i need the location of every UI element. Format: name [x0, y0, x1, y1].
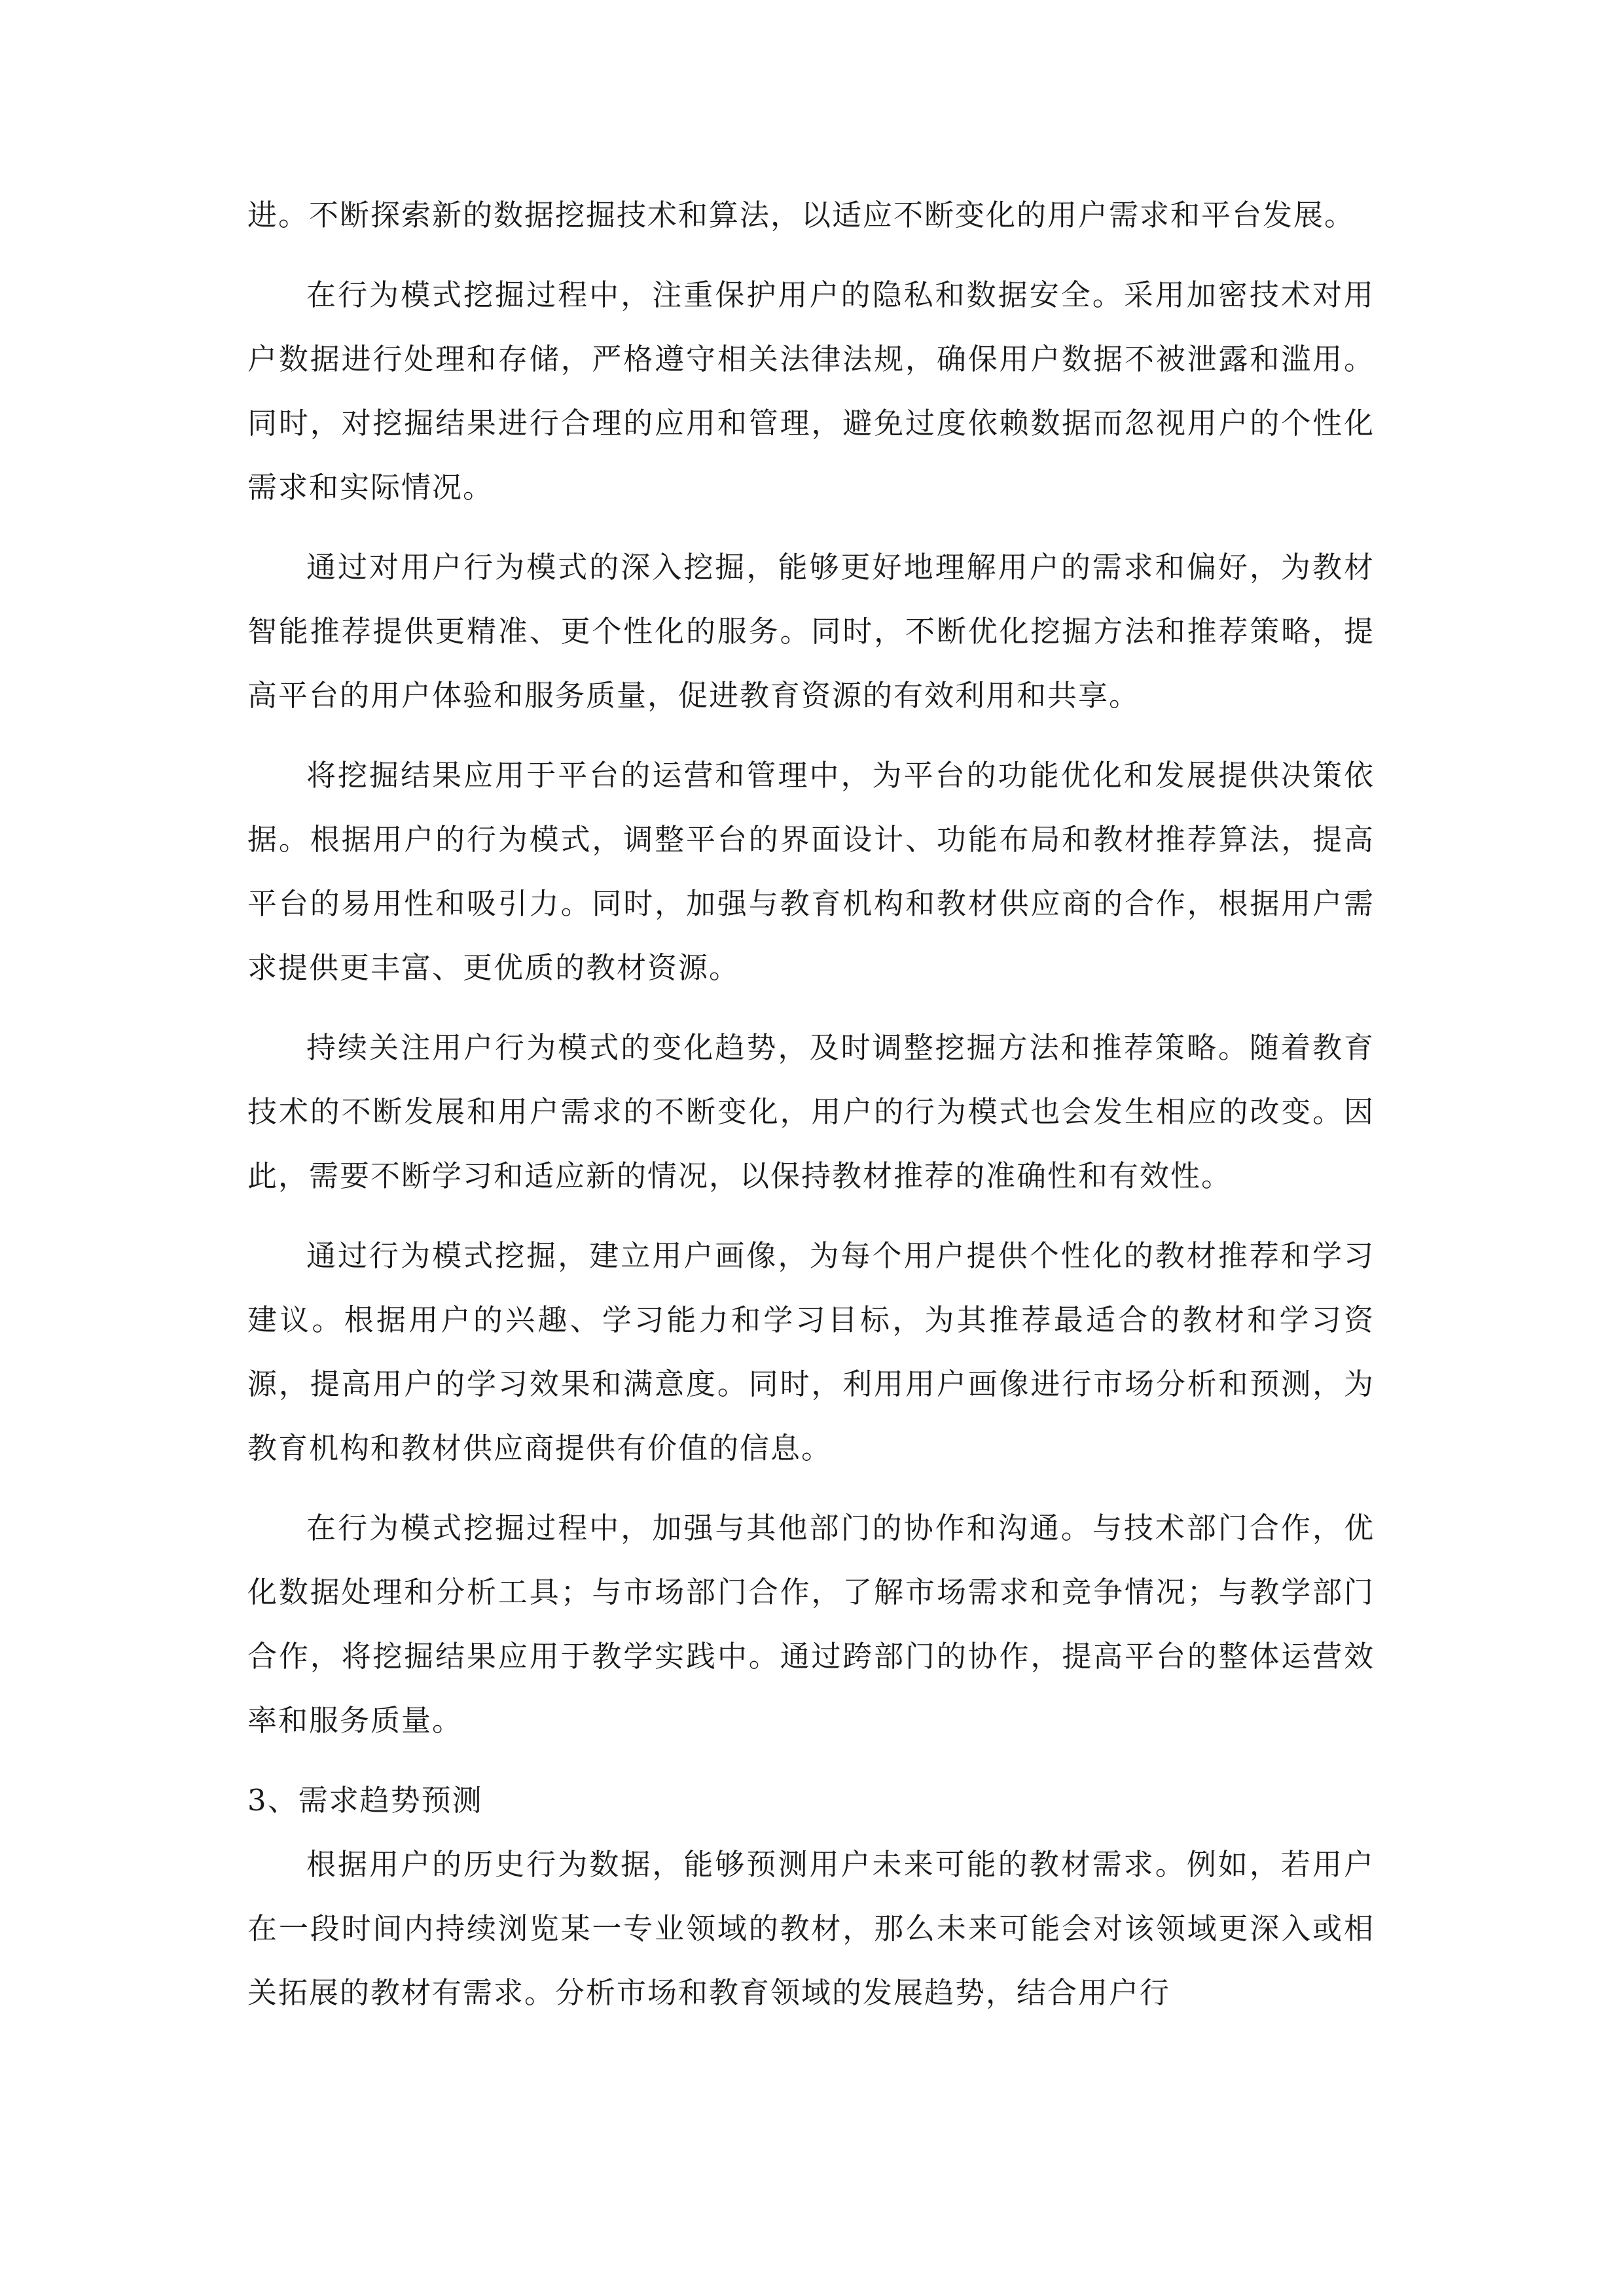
body-text	[247, 183, 1375, 2041]
section-heading: 3、需求趋势预测	[247, 1783, 483, 1818]
paragraph-demand-forecast: 根据用户的历史行为数据，能够预测用户未来可能的教材需求。例如，若用户在一段时间内持续浏览某一专业领域的教材，那么未来可能会对该领域更深入或相关拓展的教材有需求。分析市场和教育领域的发展趋势，结合用户行	[247, 1847, 1375, 2010]
paragraph-privacy: 在行为模式挖掘过程中，注重保护用户的隐私和数据安全。采用加密技术对用户数据进行处理和存储，严格遵守相关法律法规，确保用户数据不被泄露和滥用。同时，对挖掘结果进行合理的应用和管理，避免过度依赖数据而忽视用户的个性化需求和实际情况。	[247, 278, 1375, 505]
paragraph-understanding: 通过对用户行为模式的深入挖掘，能够更好地理解用户的需求和偏好，为教材智能推荐提供更精准、更个性化的服务。同时，不断优化挖掘方法和推荐策略，提高平台的用户体验和服务质量，促进教育资源的有效利用和共享。	[247, 550, 1375, 713]
paragraph-operations: 将挖掘结果应用于平台的运营和管理中，为平台的功能优化和发展提供决策依据。根据用户的行为模式，调整平台的界面设计、功能布局和教材推荐算法，提高平台的易用性和吸引力。同时，加强与教育机构和教材供应商的合作，根据用户需求提供更丰富、更优质的教材资源。	[247, 758, 1375, 985]
paragraph-user-profile: 通过行为模式挖掘，建立用户画像，为每个用户提供个性化的教材推荐和学习建议。根据用户的兴趣、学习能力和学习目标，为其推荐最适合的教材和学习资源，提高用户的学习效果和满意度。同时，利用用户画像进行市场分析和预测，为教育机构和教材供应商提供有价值的信息。	[247, 1238, 1375, 1465]
paragraph-continuation: 进。不断探索新的数据挖掘技术和算法，以适应不断变化的用户需求和平台发展。	[247, 198, 1356, 232]
paragraph-trends: 持续关注用户行为模式的变化趋势，及时调整挖掘方法和推荐策略。随着教育技术的不断发展和用户需求的不断变化，用户的行为模式也会发生相应的改变。因此，需要不断学习和适应新的情况，以保持教材推荐的准确性和有效性。	[247, 1030, 1375, 1193]
paragraph-collaboration: 在行为模式挖掘过程中，加强与其他部门的协作和沟通。与技术部门合作，优化数据处理和分析工具；与市场部门合作，了解市场需求和竞争情况；与教学部门合作，将挖掘结果应用于教学实践中。通过跨部门的协作，提高平台的整体运营效率和服务质量。	[247, 1511, 1375, 1738]
